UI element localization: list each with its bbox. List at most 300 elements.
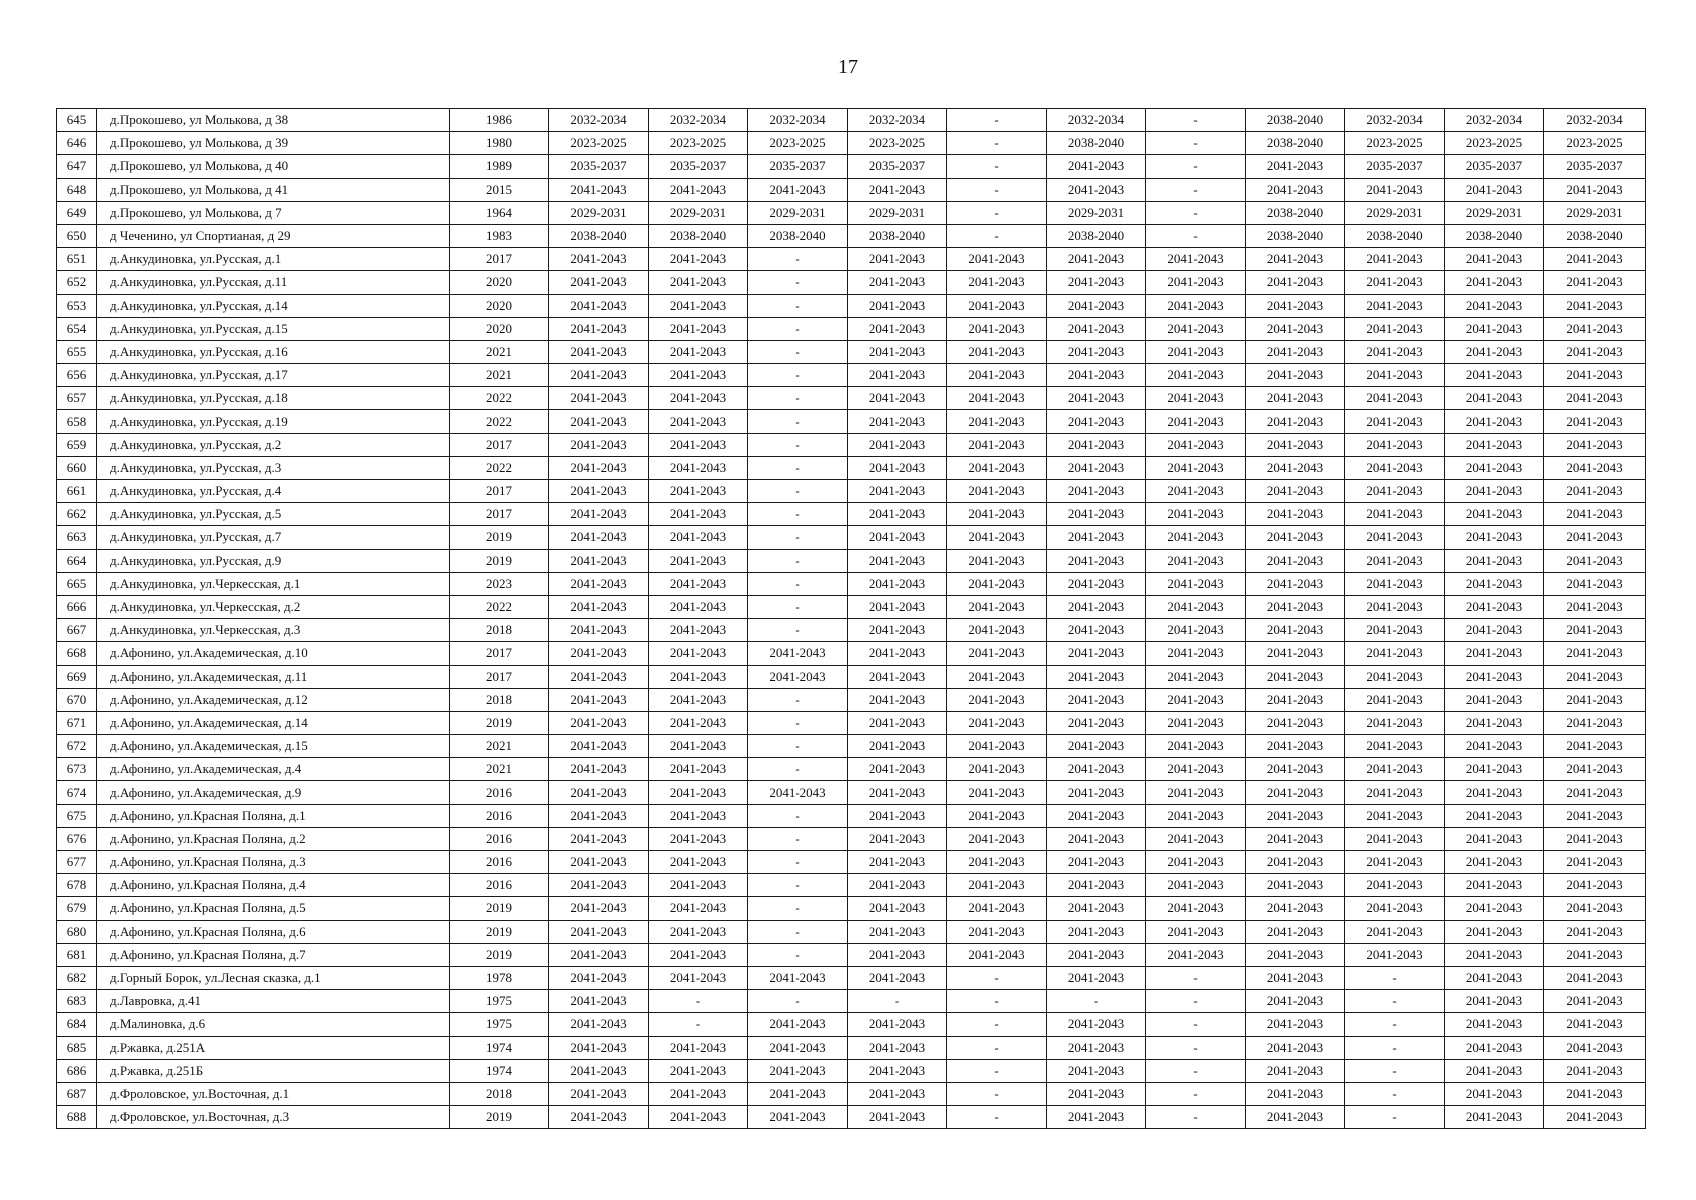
schedule-cell: 2041-2043 [549, 572, 649, 595]
schedule-cell: 2029-2031 [848, 201, 947, 224]
schedule-cell: 2041-2043 [848, 804, 947, 827]
schedule-cell: 2041-2043 [1445, 595, 1544, 618]
table-row [57, 1036, 1646, 1059]
build-year-cell: 1986 [450, 109, 549, 132]
address-cell: д.Анкудиновка, ул.Русская, д.3 [97, 456, 450, 479]
schedule-cell: 2041-2043 [1544, 966, 1646, 989]
schedule-cell: 2041-2043 [549, 827, 649, 850]
schedule-cell: 2041-2043 [1047, 503, 1146, 526]
schedule-cell: 2041-2043 [1146, 897, 1246, 920]
schedule-cell: 2041-2043 [1345, 920, 1445, 943]
schedule-cell: - [748, 943, 848, 966]
schedule-cell: 2041-2043 [1047, 804, 1146, 827]
schedule-cell: 2041-2043 [649, 804, 748, 827]
row-number-cell: 661 [57, 480, 97, 503]
table-row [57, 132, 1646, 155]
schedule-cell: 2041-2043 [1146, 595, 1246, 618]
schedule-cell: - [1345, 1036, 1445, 1059]
address-cell: д.Лавровка, д.41 [97, 990, 450, 1013]
schedule-cell: 2041-2043 [649, 758, 748, 781]
schedule-cell: - [748, 387, 848, 410]
page-number: 17 [838, 56, 858, 78]
schedule-cell: 2041-2043 [1345, 294, 1445, 317]
schedule-cell: 2041-2043 [549, 364, 649, 387]
schedule-cell: 2041-2043 [1544, 317, 1646, 340]
schedule-cell: 2041-2043 [1146, 874, 1246, 897]
schedule-cell: 2041-2043 [1445, 526, 1544, 549]
address-cell: д.Фроловское, ул.Восточная, д.1 [97, 1082, 450, 1105]
schedule-cell: 2041-2043 [1246, 155, 1345, 178]
schedule-cell: 2041-2043 [1246, 387, 1345, 410]
row-number-cell: 674 [57, 781, 97, 804]
schedule-cell: 2041-2043 [1246, 549, 1345, 572]
build-year-cell: 2019 [450, 943, 549, 966]
schedule-cell: 2029-2031 [549, 201, 649, 224]
schedule-cell: 2041-2043 [1544, 271, 1646, 294]
schedule-cell: 2041-2043 [947, 781, 1047, 804]
schedule-cell: 2023-2025 [748, 132, 848, 155]
schedule-cell: 2041-2043 [1047, 874, 1146, 897]
table-row [57, 340, 1646, 363]
schedule-cell: 2041-2043 [947, 526, 1047, 549]
schedule-cell: 2041-2043 [848, 410, 947, 433]
schedule-cell: 2041-2043 [1544, 410, 1646, 433]
schedule-cell: 2041-2043 [1445, 271, 1544, 294]
schedule-cell: 2041-2043 [1345, 433, 1445, 456]
schedule-cell: 2035-2037 [1445, 155, 1544, 178]
schedule-cell: 2023-2025 [649, 132, 748, 155]
table-row [57, 433, 1646, 456]
schedule-cell: 2041-2043 [1146, 456, 1246, 479]
schedule-cell: 2041-2043 [1246, 851, 1345, 874]
schedule-cell: 2041-2043 [1544, 364, 1646, 387]
schedule-cell: 2041-2043 [549, 920, 649, 943]
schedule-cell: 2041-2043 [549, 966, 649, 989]
address-cell: д.Афонино, ул.Красная Поляна, д.7 [97, 943, 450, 966]
schedule-cell: 2023-2025 [1345, 132, 1445, 155]
schedule-cell: - [1146, 109, 1246, 132]
schedule-cell: - [748, 456, 848, 479]
schedule-cell: 2041-2043 [1246, 1082, 1345, 1105]
schedule-cell: 2041-2043 [848, 248, 947, 271]
schedule-cell: 2041-2043 [1047, 387, 1146, 410]
schedule-cell: 2041-2043 [1146, 340, 1246, 363]
schedule-cell: 2041-2043 [649, 549, 748, 572]
schedule-cell: 2041-2043 [947, 248, 1047, 271]
build-year-cell: 2021 [450, 364, 549, 387]
schedule-cell: - [748, 735, 848, 758]
schedule-cell: - [947, 1082, 1047, 1105]
table-row [57, 758, 1646, 781]
schedule-cell: 2041-2043 [1345, 827, 1445, 850]
address-cell: д.Ржавка, д.251Б [97, 1059, 450, 1082]
schedule-cell: 2038-2040 [848, 224, 947, 247]
schedule-cell: 2041-2043 [1047, 549, 1146, 572]
address-cell: д.Ржавка, д.251А [97, 1036, 450, 1059]
schedule-cell: 2041-2043 [848, 920, 947, 943]
schedule-cell: 2041-2043 [1047, 897, 1146, 920]
schedule-cell: 2032-2034 [748, 109, 848, 132]
schedule-cell: 2041-2043 [947, 943, 1047, 966]
schedule-cell: - [748, 294, 848, 317]
address-cell: д.Прокошево, ул Молькова, д 40 [97, 155, 450, 178]
schedule-cell: 2041-2043 [549, 851, 649, 874]
schedule-cell: 2041-2043 [1544, 920, 1646, 943]
schedule-cell: - [748, 688, 848, 711]
address-cell: д.Анкудиновка, ул.Русская, д.11 [97, 271, 450, 294]
row-number-cell: 671 [57, 711, 97, 734]
schedule-cell: 2029-2031 [1544, 201, 1646, 224]
schedule-cell: 2032-2034 [848, 109, 947, 132]
schedule-cell: 2041-2043 [947, 456, 1047, 479]
schedule-cell: 2041-2043 [649, 410, 748, 433]
address-cell: д.Анкудиновка, ул.Русская, д.5 [97, 503, 450, 526]
address-cell: д.Афонино, ул.Красная Поляна, д.2 [97, 827, 450, 850]
schedule-cell: 2038-2040 [1246, 224, 1345, 247]
schedule-cell: 2041-2043 [549, 874, 649, 897]
schedule-cell: 2041-2043 [1345, 549, 1445, 572]
schedule-cell: 2041-2043 [947, 572, 1047, 595]
schedule-cell: 2041-2043 [1246, 804, 1345, 827]
schedule-cell: 2041-2043 [649, 897, 748, 920]
schedule-cell: 2029-2031 [649, 201, 748, 224]
schedule-cell: 2041-2043 [848, 619, 947, 642]
schedule-cell: 2041-2043 [1445, 990, 1544, 1013]
address-cell: д.Афонино, ул.Академическая, д.11 [97, 665, 450, 688]
address-cell: д.Афонино, ул.Академическая, д.12 [97, 688, 450, 711]
row-number-cell: 652 [57, 271, 97, 294]
address-cell: д.Прокошево, ул Молькова, д 38 [97, 109, 450, 132]
schedule-cell: - [947, 1036, 1047, 1059]
schedule-cell: 2041-2043 [1246, 503, 1345, 526]
schedule-cell: 2041-2043 [1246, 526, 1345, 549]
schedule-cell: 2041-2043 [649, 827, 748, 850]
schedule-cell: 2041-2043 [1246, 178, 1345, 201]
row-number-cell: 675 [57, 804, 97, 827]
schedule-cell: 2041-2043 [549, 178, 649, 201]
schedule-cell: 2041-2043 [1345, 619, 1445, 642]
schedule-cell: 2041-2043 [1146, 572, 1246, 595]
schedule-cell: - [947, 201, 1047, 224]
schedule-cell: - [848, 990, 947, 1013]
row-number-cell: 656 [57, 364, 97, 387]
build-year-cell: 1983 [450, 224, 549, 247]
schedule-cell: 2041-2043 [748, 966, 848, 989]
schedule-cell: 2041-2043 [1544, 549, 1646, 572]
table-row [57, 271, 1646, 294]
schedule-cell: 2041-2043 [1445, 781, 1544, 804]
table-row [57, 804, 1646, 827]
schedule-cell: 2041-2043 [1544, 340, 1646, 363]
schedule-cell: 2041-2043 [1544, 619, 1646, 642]
schedule-cell: - [748, 711, 848, 734]
schedule-cell: 2041-2043 [1544, 178, 1646, 201]
schedule-cell: 2041-2043 [947, 688, 1047, 711]
schedule-cell: 2041-2043 [1445, 688, 1544, 711]
schedule-cell: 2041-2043 [848, 758, 947, 781]
schedule-cell: 2032-2034 [1047, 109, 1146, 132]
schedule-cell: - [748, 874, 848, 897]
schedule-cell: 2041-2043 [1345, 804, 1445, 827]
schedule-cell: 2041-2043 [1246, 340, 1345, 363]
schedule-cell: 2041-2043 [1246, 456, 1345, 479]
schedule-cell: 2041-2043 [947, 851, 1047, 874]
schedule-cell: 2041-2043 [748, 1036, 848, 1059]
schedule-cell: 2041-2043 [1047, 688, 1146, 711]
schedule-cell: 2041-2043 [748, 178, 848, 201]
schedule-cell: 2041-2043 [1445, 549, 1544, 572]
schedule-cell: 2041-2043 [1445, 758, 1544, 781]
schedule-cell: 2041-2043 [1544, 943, 1646, 966]
schedule-cell: 2041-2043 [1445, 480, 1544, 503]
row-number-cell: 658 [57, 410, 97, 433]
schedule-cell: 2041-2043 [1544, 248, 1646, 271]
schedule-cell: 2041-2043 [848, 851, 947, 874]
build-year-cell: 2023 [450, 572, 549, 595]
schedule-cell: 2041-2043 [1246, 688, 1345, 711]
schedule-cell: 2041-2043 [1047, 851, 1146, 874]
schedule-cell: 2041-2043 [1047, 271, 1146, 294]
row-number-cell: 682 [57, 966, 97, 989]
schedule-cell: 2041-2043 [848, 1106, 947, 1129]
schedule-cell: 2041-2043 [848, 503, 947, 526]
schedule-cell: 2041-2043 [1246, 665, 1345, 688]
address-cell: д.Анкудиновка, ул.Русская, д.2 [97, 433, 450, 456]
schedule-cell: 2038-2040 [649, 224, 748, 247]
schedule-cell: 2041-2043 [748, 1013, 848, 1036]
build-year-cell: 2015 [450, 178, 549, 201]
schedule-cell: 2041-2043 [1246, 781, 1345, 804]
schedule-cell: 2041-2043 [1445, 874, 1544, 897]
schedule-cell: 2041-2043 [848, 549, 947, 572]
address-cell: д.Афонино, ул.Академическая, д.15 [97, 735, 450, 758]
schedule-cell: 2041-2043 [649, 572, 748, 595]
schedule-cell: 2041-2043 [848, 480, 947, 503]
build-year-cell: 2017 [450, 433, 549, 456]
schedule-cell: - [748, 804, 848, 827]
schedule-cell: 2041-2043 [1544, 851, 1646, 874]
schedule-cell: 2041-2043 [649, 340, 748, 363]
schedule-cell: 2041-2043 [1146, 804, 1246, 827]
schedule-cell: 2041-2043 [1544, 781, 1646, 804]
schedule-cell: 2041-2043 [848, 340, 947, 363]
row-number-cell: 688 [57, 1106, 97, 1129]
schedule-cell: 2041-2043 [1544, 572, 1646, 595]
row-number-cell: 660 [57, 456, 97, 479]
table-row [57, 711, 1646, 734]
schedule-cell: - [947, 1013, 1047, 1036]
schedule-cell: 2041-2043 [1345, 595, 1445, 618]
schedule-cell: 2041-2043 [1146, 943, 1246, 966]
schedule-cell: 2041-2043 [549, 642, 649, 665]
schedule-cell: - [1146, 966, 1246, 989]
schedule-cell: - [947, 132, 1047, 155]
schedule-cell: 2041-2043 [1146, 711, 1246, 734]
table-row [57, 1106, 1646, 1129]
schedule-cell: 2041-2043 [649, 1059, 748, 1082]
table-row [57, 364, 1646, 387]
schedule-cell: 2041-2043 [649, 433, 748, 456]
schedule-cell: 2041-2043 [1246, 271, 1345, 294]
build-year-cell: 1989 [450, 155, 549, 178]
schedule-cell: 2041-2043 [549, 897, 649, 920]
build-year-cell: 2019 [450, 549, 549, 572]
row-number-cell: 670 [57, 688, 97, 711]
schedule-cell: - [748, 271, 848, 294]
schedule-cell: 2041-2043 [947, 874, 1047, 897]
schedule-cell: - [748, 410, 848, 433]
schedule-cell: 2041-2043 [1445, 735, 1544, 758]
schedule-cell: 2041-2043 [549, 248, 649, 271]
table-row [57, 920, 1646, 943]
schedule-cell: 2041-2043 [1544, 595, 1646, 618]
schedule-cell: 2041-2043 [1345, 387, 1445, 410]
schedule-cell: 2041-2043 [1047, 526, 1146, 549]
schedule-cell: 2041-2043 [1544, 990, 1646, 1013]
schedule-cell: 2041-2043 [848, 642, 947, 665]
schedule-cell: 2041-2043 [1047, 711, 1146, 734]
schedule-cell: 2041-2043 [1544, 433, 1646, 456]
schedule-cell: 2041-2043 [748, 642, 848, 665]
table-row [57, 642, 1646, 665]
schedule-cell: 2041-2043 [748, 1059, 848, 1082]
address-cell: д.Анкудиновка, ул.Русская, д.17 [97, 364, 450, 387]
address-cell: д.Прокошево, ул Молькова, д 41 [97, 178, 450, 201]
schedule-cell: 2041-2043 [947, 503, 1047, 526]
schedule-cell: 2041-2043 [848, 572, 947, 595]
schedule-cell: 2041-2043 [1146, 248, 1246, 271]
schedule-cell: 2038-2040 [748, 224, 848, 247]
schedule-cell: 2041-2043 [1345, 711, 1445, 734]
schedule-cell: 2041-2043 [649, 851, 748, 874]
table-row [57, 248, 1646, 271]
schedule-cell: 2041-2043 [1445, 503, 1544, 526]
schedule-cell: 2041-2043 [1047, 178, 1146, 201]
schedule-cell: - [1345, 1013, 1445, 1036]
row-number-cell: 647 [57, 155, 97, 178]
table-row [57, 1013, 1646, 1036]
schedule-cell: 2041-2043 [549, 1036, 649, 1059]
schedule-cell: 2041-2043 [649, 920, 748, 943]
schedule-cell: 2041-2043 [549, 688, 649, 711]
schedule-cell: 2041-2043 [1544, 711, 1646, 734]
schedule-cell: - [1146, 1059, 1246, 1082]
schedule-cell: 2041-2043 [1146, 271, 1246, 294]
schedule-cell: 2041-2043 [1146, 827, 1246, 850]
schedule-cell: 2041-2043 [1047, 665, 1146, 688]
schedule-cell: 2041-2043 [1047, 758, 1146, 781]
row-number-cell: 664 [57, 549, 97, 572]
schedule-cell: 2041-2043 [1146, 364, 1246, 387]
address-cell: д.Анкудиновка, ул.Русская, д.14 [97, 294, 450, 317]
schedule-cell: - [649, 990, 748, 1013]
build-year-cell: 2016 [450, 827, 549, 850]
schedule-cell: 2041-2043 [549, 1106, 649, 1129]
schedule-cell: 2041-2043 [1246, 480, 1345, 503]
schedule-cell: - [649, 1013, 748, 1036]
address-cell: д.Афонино, ул.Красная Поляна, д.5 [97, 897, 450, 920]
table-row [57, 201, 1646, 224]
schedule-cell: 2041-2043 [649, 271, 748, 294]
schedule-cell: - [748, 920, 848, 943]
table-row [57, 1082, 1646, 1105]
address-cell: д.Афонино, ул.Красная Поляна, д.3 [97, 851, 450, 874]
schedule-cell: 2041-2043 [549, 943, 649, 966]
schedule-cell: 2041-2043 [1445, 827, 1544, 850]
table-row [57, 456, 1646, 479]
address-cell: д.Анкудиновка, ул.Черкесская, д.3 [97, 619, 450, 642]
schedule-cell: - [748, 619, 848, 642]
schedule-cell: 2041-2043 [1047, 943, 1146, 966]
build-year-cell: 2021 [450, 735, 549, 758]
schedule-cell: 2041-2043 [1544, 526, 1646, 549]
table-row [57, 735, 1646, 758]
schedule-cell: 2041-2043 [1047, 735, 1146, 758]
row-number-cell: 649 [57, 201, 97, 224]
schedule-cell: 2032-2034 [1544, 109, 1646, 132]
schedule-cell: 2041-2043 [1445, 340, 1544, 363]
table-row [57, 874, 1646, 897]
table-row [57, 897, 1646, 920]
schedule-cell: 2038-2040 [1345, 224, 1445, 247]
schedule-cell: 2041-2043 [1246, 943, 1345, 966]
schedule-cell: - [748, 990, 848, 1013]
schedule-cell: - [947, 966, 1047, 989]
address-cell: д.Прокошево, ул Молькова, д 39 [97, 132, 450, 155]
build-year-cell: 2019 [450, 897, 549, 920]
schedule-cell: 2032-2034 [549, 109, 649, 132]
schedule-cell: 2041-2043 [1246, 827, 1345, 850]
schedule-cell: - [748, 851, 848, 874]
address-cell: д.Афонино, ул.Академическая, д.4 [97, 758, 450, 781]
schedule-cell: - [748, 433, 848, 456]
schedule-cell: 2041-2043 [1445, 920, 1544, 943]
schedule-cell: 2041-2043 [649, 711, 748, 734]
schedule-cell: 2032-2034 [1345, 109, 1445, 132]
schedule-cell: 2041-2043 [1146, 688, 1246, 711]
schedule-cell: 2041-2043 [1544, 1013, 1646, 1036]
schedule-cell: 2038-2040 [1445, 224, 1544, 247]
schedule-cell: 2041-2043 [1544, 387, 1646, 410]
build-year-cell: 2017 [450, 642, 549, 665]
schedule-cell: 2041-2043 [549, 735, 649, 758]
schedule-cell: 2041-2043 [549, 387, 649, 410]
schedule-cell: 2041-2043 [1047, 781, 1146, 804]
schedule-cell: 2041-2043 [1445, 966, 1544, 989]
schedule-cell: 2038-2040 [1047, 224, 1146, 247]
schedule-cell: 2041-2043 [1544, 1082, 1646, 1105]
schedule-cell: 2023-2025 [1544, 132, 1646, 155]
schedule-cell: 2041-2043 [1246, 410, 1345, 433]
row-number-cell: 683 [57, 990, 97, 1013]
schedule-cell: 2041-2043 [1445, 317, 1544, 340]
schedule-cell: 2041-2043 [1146, 526, 1246, 549]
table-row [57, 178, 1646, 201]
schedule-cell: 2041-2043 [1146, 781, 1246, 804]
table-row [57, 665, 1646, 688]
schedule-cell: 2041-2043 [947, 294, 1047, 317]
row-number-cell: 668 [57, 642, 97, 665]
schedule-cell: - [1345, 1082, 1445, 1105]
table-row [57, 688, 1646, 711]
table-row [57, 224, 1646, 247]
schedule-cell: 2041-2043 [947, 271, 1047, 294]
schedule-cell: 2041-2043 [1544, 642, 1646, 665]
address-cell: д Чеченино, ул Спортианая, д 29 [97, 224, 450, 247]
address-cell: д.Горный Борок, ул.Лесная сказка, д.1 [97, 966, 450, 989]
schedule-cell: - [1146, 201, 1246, 224]
row-number-cell: 679 [57, 897, 97, 920]
